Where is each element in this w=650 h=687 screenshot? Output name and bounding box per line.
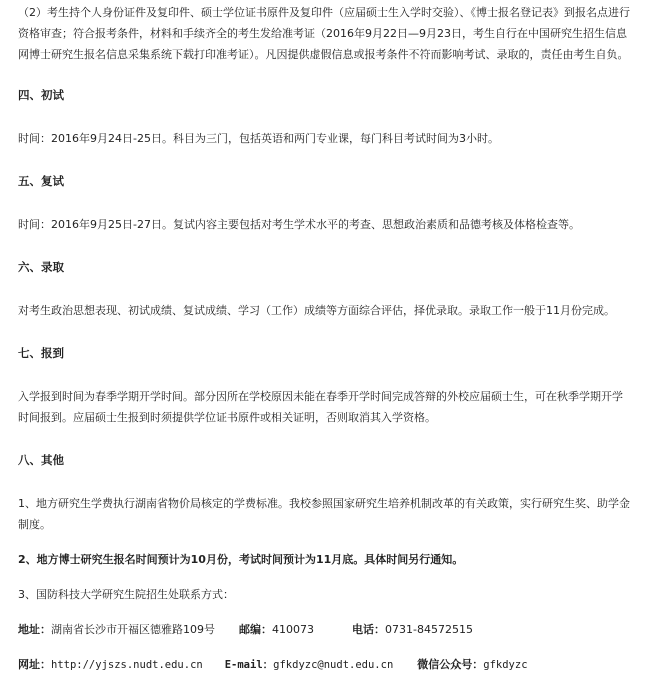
postcode-label: 邮编： (239, 623, 272, 636)
paragraph-initial-exam: 时间：2016年9月24日-25日。科目为三门，包括英语和两门专业课，每门科目考试时间为3小时。 (18, 132, 499, 145)
address-value: 湖南省长沙市开福区德雅路109号 (51, 623, 215, 636)
paragraph-admission: 对考生政治思想表现、初试成绩、复试成绩、学习（工作）成绩等方面综合评估，择优录取。录取工作一般于11月份完成。 (18, 304, 615, 317)
paragraph-report: 入学报到时间为春季学期开学时间。部分因所在学校原因未能在春季开学时间完成答辩的外校应届硕士生，可在秋季学期开学时间报到。应届硕士生报到时须提供学位证书原件或相关证明，否则取消其入学资格。 (18, 390, 623, 424)
paragraph-exam-review: （2）考生持个人身份证件及复印件、硕士学位证书原件及复印件（应届硕士生入学时交验）、《博士报名登记表》到报名点进行资格审查；符合报考条件，材料和手续齐全的考生发给准考证（2016年9月22日—9月23日，考生自行在中国研究生招生信息网博士研究生报名信息采集系统下载打印准考证）。凡因提供虚假信息或报考条件不符而影响考试、录取的，责任由考生自负。 (18, 6, 630, 61)
phone-value: 0731-84572515 (385, 623, 473, 636)
contact-row-address (18, 619, 632, 640)
heading-other: 八、其他 (18, 453, 64, 467)
heading-initial-exam: 四、初试 (18, 88, 64, 102)
phone-label: 电话： (352, 623, 385, 636)
heading-retest: 五、复试 (18, 174, 64, 188)
email-link[interactable]: gfkdyzc@nudt.edu.cn (273, 659, 394, 671)
paragraph-other-1: 1、地方研究生学费执行湖南省物价局核定的学费标准。我校参照国家研究生培养机制改革的有关政策，实行研究生奖、助学金制度。 (18, 497, 630, 531)
contact-row-web (18, 654, 632, 676)
wechat-value: gfkdyzc (483, 659, 528, 671)
website-link[interactable]: http://yjszs.nudt.edu.cn (51, 659, 203, 671)
website-label: 网址： (18, 658, 51, 671)
paragraph-retest: 时间：2016年9月25日-27日。复试内容主要包括对考生学术水平的考查、思想政治素质和品德考核及体格检查等。 (18, 218, 580, 231)
paragraph-other-3: 3、国防科技大学研究生院招生处联系方式： (18, 588, 234, 601)
heading-report: 七、报到 (18, 346, 64, 360)
email-label: E-mail： (224, 659, 274, 671)
heading-admission: 六、录取 (18, 260, 64, 274)
postcode-value: 410073 (272, 623, 314, 636)
address-label: 地址： (18, 623, 51, 636)
wechat-label: 微信公众号： (417, 658, 484, 671)
paragraph-other-2: 2、地方博士研究生报名时间预计为10月份，考试时间预计为11月底。具体时间另行通知。 (18, 553, 464, 566)
